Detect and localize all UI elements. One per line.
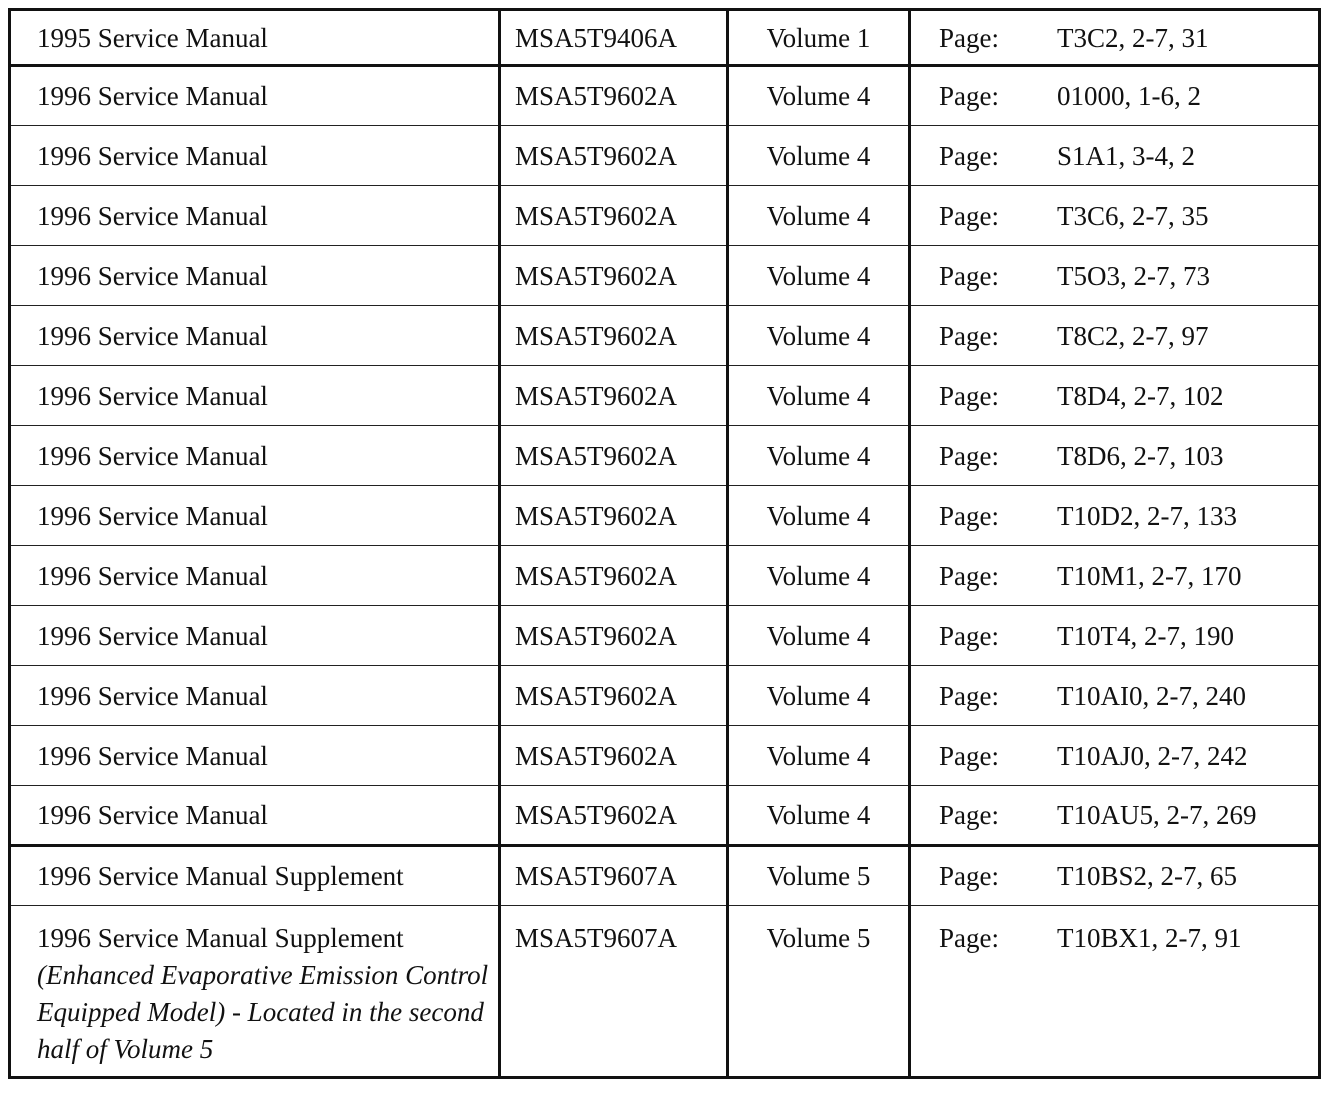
code-cell: MSA5T9602A [500,186,728,246]
code-cell: MSA5T9602A [500,246,728,306]
page-cell [910,426,1320,486]
code-cell: MSA5T9602A [500,726,728,786]
code-cell: MSA5T9602A [500,366,728,426]
volume-cell: Volume 4 [728,306,910,366]
table-row [10,366,1320,426]
page-label: Page: [939,440,999,471]
manual-cell: 1996 Service Manual [10,666,500,726]
table-row [10,246,1320,306]
page-label: Page: [939,140,999,171]
page-label: Page: [939,320,999,351]
page-reference: S1A1, 3-4, 2 [1057,140,1196,171]
page-reference: T5O3, 2-7, 73 [1057,260,1210,291]
table-row-supplement-evap [10,906,1320,1078]
table-row [10,846,1320,906]
page-label: Page: [939,260,999,291]
service-manual-reference-table [8,8,1321,1079]
page-label: Page: [939,22,999,53]
volume-cell: Volume 4 [728,426,910,486]
page-cell [910,66,1320,126]
page-cell [910,546,1320,606]
page-cell [910,606,1320,666]
page-reference: T8C2, 2-7, 97 [1057,320,1209,351]
volume-cell: Volume 4 [728,366,910,426]
volume-cell: Volume 4 [728,666,910,726]
code-cell: MSA5T9602A [500,606,728,666]
code-cell: MSA5T9602A [500,486,728,546]
manual-cell: 1996 Service Manual [10,786,500,846]
code-cell: MSA5T9602A [500,786,728,846]
manual-cell: 1996 Service Manual [10,546,500,606]
page-cell [910,186,1320,246]
page-reference: T10BS2, 2-7, 65 [1057,861,1238,891]
code-cell: MSA5T9602A [500,546,728,606]
page-reference: T10BX1, 2-7, 91 [1057,923,1242,953]
page-cell [910,666,1320,726]
table-row [10,666,1320,726]
table-row [10,786,1320,846]
volume-cell: Volume 4 [728,786,910,846]
code-cell: MSA5T9602A [500,306,728,366]
page-cell [910,486,1320,546]
manual-cell: 1996 Service Manual [10,366,500,426]
volume-cell: Volume 5 [728,846,910,906]
manual-cell: 1996 Service Manual [10,246,500,306]
manual-title: 1996 Service Manual Supplement [37,923,404,953]
table-row [10,10,1320,66]
page-cell [910,306,1320,366]
volume-cell: Volume 4 [728,246,910,306]
page-cell [910,10,1320,66]
page-reference: T10M1, 2-7, 170 [1057,560,1242,591]
page-label: Page: [939,923,999,953]
page-cell [910,906,1320,1078]
page-label: Page: [939,380,999,411]
page-label: Page: [939,800,999,830]
code-cell: MSA5T9602A [500,666,728,726]
page-cell [910,246,1320,306]
code-cell: MSA5T9607A [500,846,728,906]
volume-cell: Volume 4 [728,66,910,126]
page-cell [910,366,1320,426]
volume-cell: Volume 4 [728,126,910,186]
table-row [10,66,1320,126]
page-label: Page: [939,680,999,711]
volume-cell: Volume 4 [728,726,910,786]
page-reference: T3C6, 2-7, 35 [1057,200,1209,231]
manual-cell: 1996 Service Manual [10,426,500,486]
volume-cell: Volume 4 [728,606,910,666]
volume-cell: Volume 4 [728,486,910,546]
page-reference: T10AJ0, 2-7, 242 [1057,740,1248,771]
page-cell [910,726,1320,786]
page-cell [910,786,1320,846]
manual-cell: 1996 Service Manual [10,66,500,126]
volume-cell: Volume 4 [728,546,910,606]
manual-cell: 1996 Service Manual Supplement [10,846,500,906]
code-cell: MSA5T9602A [500,126,728,186]
manual-cell: 1995 Service Manual [10,10,500,66]
table-row [10,546,1320,606]
code-cell: MSA5T9602A [500,66,728,126]
manual-cell: 1996 Service Manual [10,306,500,366]
table-row [10,186,1320,246]
table-row [10,606,1320,666]
manual-note: (Enhanced Evaporative Emission Control Equipped Model) - Located in the second half of Volume 5 [37,960,489,1064]
volume-cell: Volume 4 [728,186,910,246]
table-row [10,426,1320,486]
volume-cell: Volume 5 [728,906,910,1078]
volume-cell: Volume 1 [728,10,910,66]
page-label: Page: [939,861,999,891]
page-reference: T3C2, 2-7, 31 [1057,22,1209,53]
manual-cell: 1996 Service Manual [10,186,500,246]
page-reference: T10AU5, 2-7, 269 [1057,800,1257,830]
code-cell: MSA5T9602A [500,426,728,486]
page-label: Page: [939,620,999,651]
page-reference: T10D2, 2-7, 133 [1057,500,1237,531]
page-label: Page: [939,560,999,591]
table-row [10,486,1320,546]
manual-cell: 1996 Service Manual [10,486,500,546]
manual-cell: 1996 Service Manual [10,606,500,666]
page-cell [910,126,1320,186]
page-reference: T10T4, 2-7, 190 [1057,620,1234,651]
page-label: Page: [939,200,999,231]
page-cell [910,846,1320,906]
table-row [10,726,1320,786]
page-reference: T8D6, 2-7, 103 [1057,440,1224,471]
page-label: Page: [939,740,999,771]
manual-cell: 1996 Service Manual [10,126,500,186]
table-row [10,306,1320,366]
table-row [10,126,1320,186]
page-reference: T8D4, 2-7, 102 [1057,380,1224,411]
page-label: Page: [939,81,999,111]
code-cell: MSA5T9607A [500,906,728,1078]
page-label: Page: [939,500,999,531]
page-reference: 01000, 1-6, 2 [1057,81,1201,111]
page-reference: T10AI0, 2-7, 240 [1057,680,1246,711]
manual-cell [10,906,500,1078]
manual-cell: 1996 Service Manual [10,726,500,786]
code-cell: MSA5T9406A [500,10,728,66]
